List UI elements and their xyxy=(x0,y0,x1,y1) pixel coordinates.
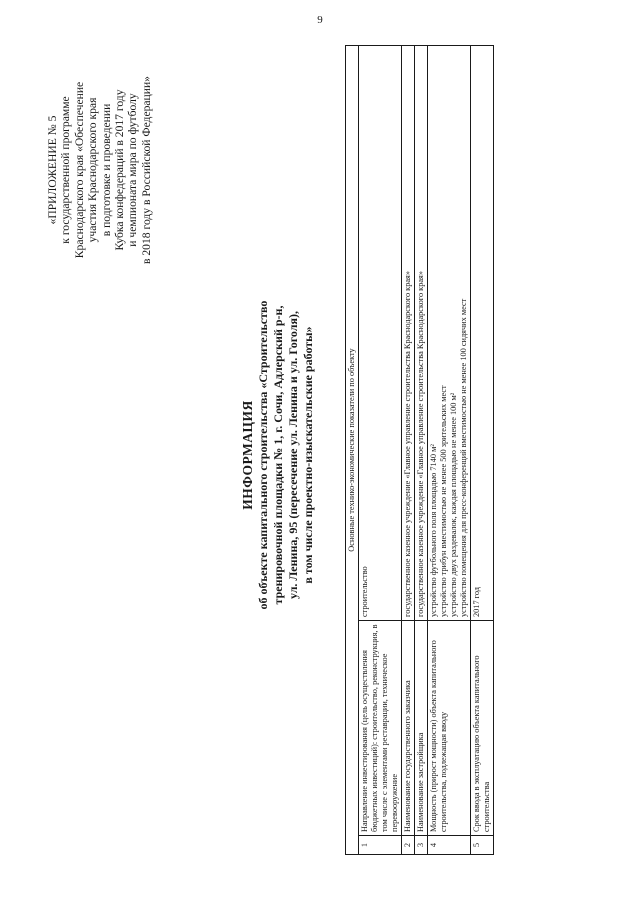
document-heading xyxy=(240,185,316,725)
appendix-line: и чемпионата мира по футболу xyxy=(126,93,140,247)
heading-line: об объекте капитального строительства «Строительство xyxy=(256,300,270,610)
row-value xyxy=(415,46,428,621)
table-row xyxy=(359,46,402,855)
row-label: Наименование государственного заказчика xyxy=(402,621,415,836)
table-header-row xyxy=(346,46,359,855)
table-row xyxy=(415,46,428,855)
value-line: 2017 год xyxy=(472,587,481,617)
value-line: устройство футбольного поля площадью 7140 м² xyxy=(429,444,438,617)
heading-line: в том числе проектно-изыскательские работы» xyxy=(301,326,315,584)
value-line: устройство двух раздевалок, каждая площадью не менее 100 м² xyxy=(449,392,458,617)
appendix-block xyxy=(46,35,153,305)
value-line: государственное казенное учреждение «Главное управление строительства Краснодарского края» xyxy=(416,271,425,617)
table-header: Основные технико-экономические показатели по объекту xyxy=(346,46,359,855)
heading-line: тренировочной площадки № 1, г. Сочи, Адлерский р-н, xyxy=(271,305,285,605)
appendix-line: Кубка конфедераций в 2017 году xyxy=(113,89,127,251)
appendix-line: участия Краснодарского края xyxy=(86,97,100,243)
appendix-line: Краснодарского края «Обеспечение xyxy=(72,81,86,259)
row-number: 1 xyxy=(359,836,402,855)
page-number: 9 xyxy=(317,14,323,26)
heading-title: ИНФОРМАЦИЯ xyxy=(240,400,255,510)
table-row xyxy=(471,46,494,855)
row-value xyxy=(471,46,494,621)
appendix-line: в 2018 году в Российской Федерации» xyxy=(139,76,153,264)
appendix-line: к государственной программе xyxy=(59,96,73,244)
value-line: устройство помещения для пресс-конференций вместимостью не менее 100 сидячих мест xyxy=(459,298,468,617)
row-label: Направление инвестирования (цель осуществления бюджетных инвестиций): строительство, реконструкция, в том числе с элементами реставрации, техническое перевооружение xyxy=(359,621,402,836)
heading-line: ул. Ленина, 95 (пересечение ул. Ленина и ул. Гоголя), xyxy=(286,311,300,599)
row-number: 3 xyxy=(415,836,428,855)
rotated-page-content xyxy=(40,25,610,865)
appendix-line: в подготовке и проведении xyxy=(99,103,113,237)
row-number: 2 xyxy=(402,836,415,855)
value-line: государственное казенное учреждение «Главное управление строительства Краснодарского края» xyxy=(403,271,412,617)
indicators-table xyxy=(345,45,494,855)
row-value xyxy=(359,46,402,621)
appendix-line: «ПРИЛОЖЕНИЕ № 5 xyxy=(46,115,59,225)
row-number: 5 xyxy=(471,836,494,855)
value-line: строительство xyxy=(360,566,369,617)
row-value xyxy=(428,46,471,621)
row-label: Мощность (прирост мощности) объекта капитального строительства, подлежащая вводу xyxy=(428,621,471,836)
value-line: устройство трибун вместимостью не менее 500 зрительских мест xyxy=(439,385,448,617)
row-label: Наименование застройщика xyxy=(415,621,428,836)
row-label: Срок ввода в эксплуатацию объекта капитального строительства xyxy=(471,621,494,836)
table-row xyxy=(402,46,415,855)
row-number: 4 xyxy=(428,836,471,855)
row-value xyxy=(402,46,415,621)
table-row xyxy=(428,46,471,855)
